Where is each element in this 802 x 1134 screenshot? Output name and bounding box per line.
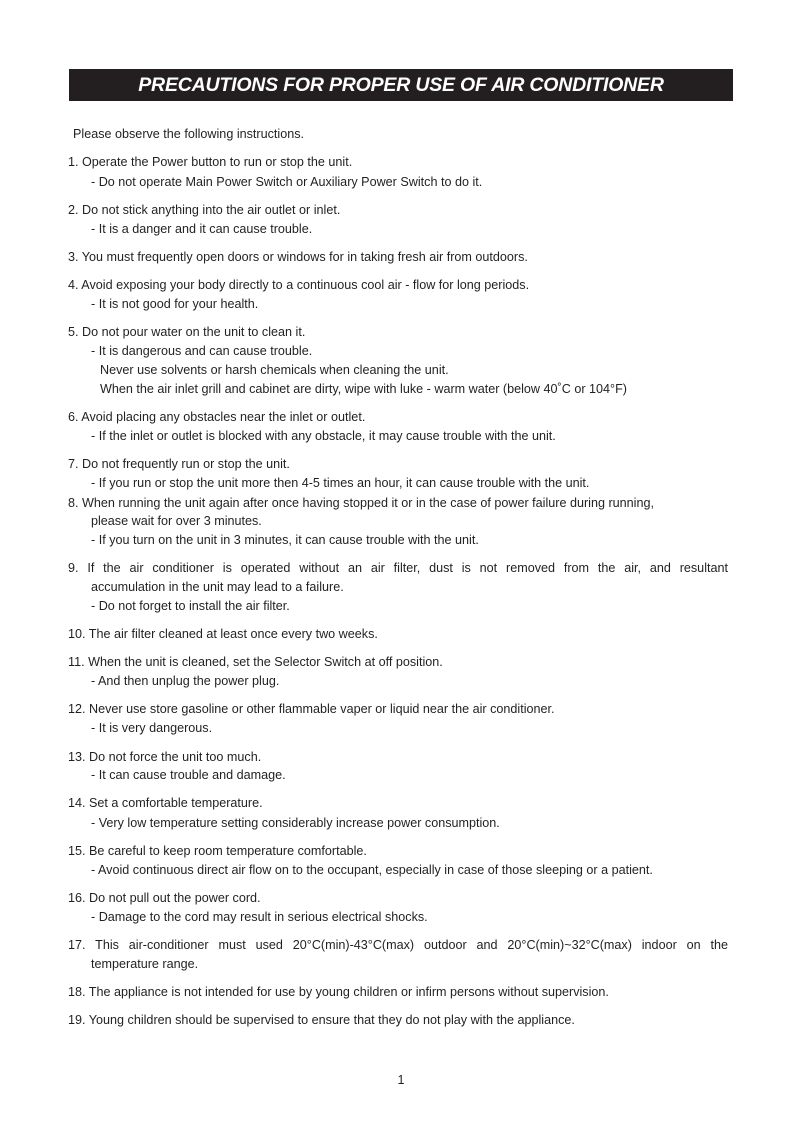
instruction-9: 9. If the air conditioner is operated without an air filter, dust is not removed from the air, and resultant <box>68 561 728 575</box>
instruction-15: 15. Be careful to keep room temperature comfortable. <box>68 844 367 858</box>
instruction-5-note: Never use solvents or harsh chemicals when cleaning the unit. <box>100 363 449 377</box>
instruction-8: 8. When running the unit again after once having stopped it or in the case of power failure during running, <box>68 496 654 510</box>
instruction-11-note: - And then unplug the power plug. <box>91 674 280 688</box>
instruction-5-note: - It is dangerous and can cause trouble. <box>91 344 313 358</box>
instruction-2: 2. Do not stick anything into the air outlet or inlet. <box>68 203 341 217</box>
instruction-18: 18. The appliance is not intended for use by young children or infirm persons without supervision. <box>68 985 609 999</box>
instruction-4-note: - It is not good for your health. <box>91 297 259 311</box>
instruction-16-note: - Damage to the cord may result in serious electrical shocks. <box>91 910 428 924</box>
page-title: PRECAUTIONS FOR PROPER USE OF AIR CONDITIONER <box>138 73 664 96</box>
instruction-15-note: - Avoid continuous direct air flow on to the occupant, especially in case of those sleeping or a patient. <box>91 863 653 877</box>
instruction-12: 12. Never use store gasoline or other flammable vaper or liquid near the air conditioner. <box>68 702 555 716</box>
instruction-5: 5. Do not pour water on the unit to clean it. <box>68 325 306 339</box>
instruction-5-note: When the air inlet grill and cabinet are dirty, wipe with luke - warm water (below 40˚C or 104°F) <box>100 382 627 396</box>
instruction-7: 7. Do not frequently run or stop the unit. <box>68 457 290 471</box>
instruction-13: 13. Do not force the unit too much. <box>68 750 262 764</box>
title-banner <box>69 69 733 101</box>
instruction-19: 19. Young children should be supervised to ensure that they do not play with the appliance. <box>68 1013 575 1027</box>
instruction-17: 17. This air-conditioner must used 20°C(min)-43°C(max) outdoor and 20°C(min)~32°C(max) indoor on the <box>68 938 728 952</box>
instruction-9-continued: accumulation in the unit may lead to a failure. <box>91 580 344 594</box>
instruction-1-note: - Do not operate Main Power Switch or Auxiliary Power Switch to do it. <box>91 175 483 189</box>
instruction-1: 1. Operate the Power button to run or stop the unit. <box>68 155 353 169</box>
instruction-10: 10. The air filter cleaned at least once every two weeks. <box>68 627 378 641</box>
instruction-14: 14. Set a comfortable temperature. <box>68 796 263 810</box>
instruction-16: 16. Do not pull out the power cord. <box>68 891 261 905</box>
instruction-17-continued: temperature range. <box>91 957 199 971</box>
instruction-4: 4. Avoid exposing your body directly to a continuous cool air - flow for long periods. <box>68 278 530 292</box>
instruction-8-continued: please wait for over 3 minutes. <box>91 514 262 528</box>
instruction-13-note: - It can cause trouble and damage. <box>91 768 286 782</box>
instruction-8-note: - If you turn on the unit in 3 minutes, it can cause trouble with the unit. <box>91 533 479 547</box>
instruction-9-note: - Do not forget to install the air filter. <box>91 599 290 613</box>
instruction-7-note: - If you run or stop the unit more then 4-5 times an hour, it can cause trouble with the unit. <box>91 476 590 490</box>
instruction-12-note: - It is very dangerous. <box>91 721 213 735</box>
instruction-6: 6. Avoid placing any obstacles near the inlet or outlet. <box>68 410 366 424</box>
instruction-2-note: - It is a danger and it can cause trouble. <box>91 222 313 236</box>
instruction-6-note: - If the inlet or outlet is blocked with any obstacle, it may cause trouble with the unit. <box>91 429 556 443</box>
instruction-14-note: - Very low temperature setting considerably increase power consumption. <box>91 816 500 830</box>
page-number: 1 <box>397 1073 405 1087</box>
intro-text: Please observe the following instructions. <box>73 127 305 141</box>
instruction-3: 3. You must frequently open doors or windows for in taking fresh air from outdoors. <box>68 250 528 264</box>
instruction-11: 11. When the unit is cleaned, set the Selector Switch at off position. <box>68 655 443 669</box>
